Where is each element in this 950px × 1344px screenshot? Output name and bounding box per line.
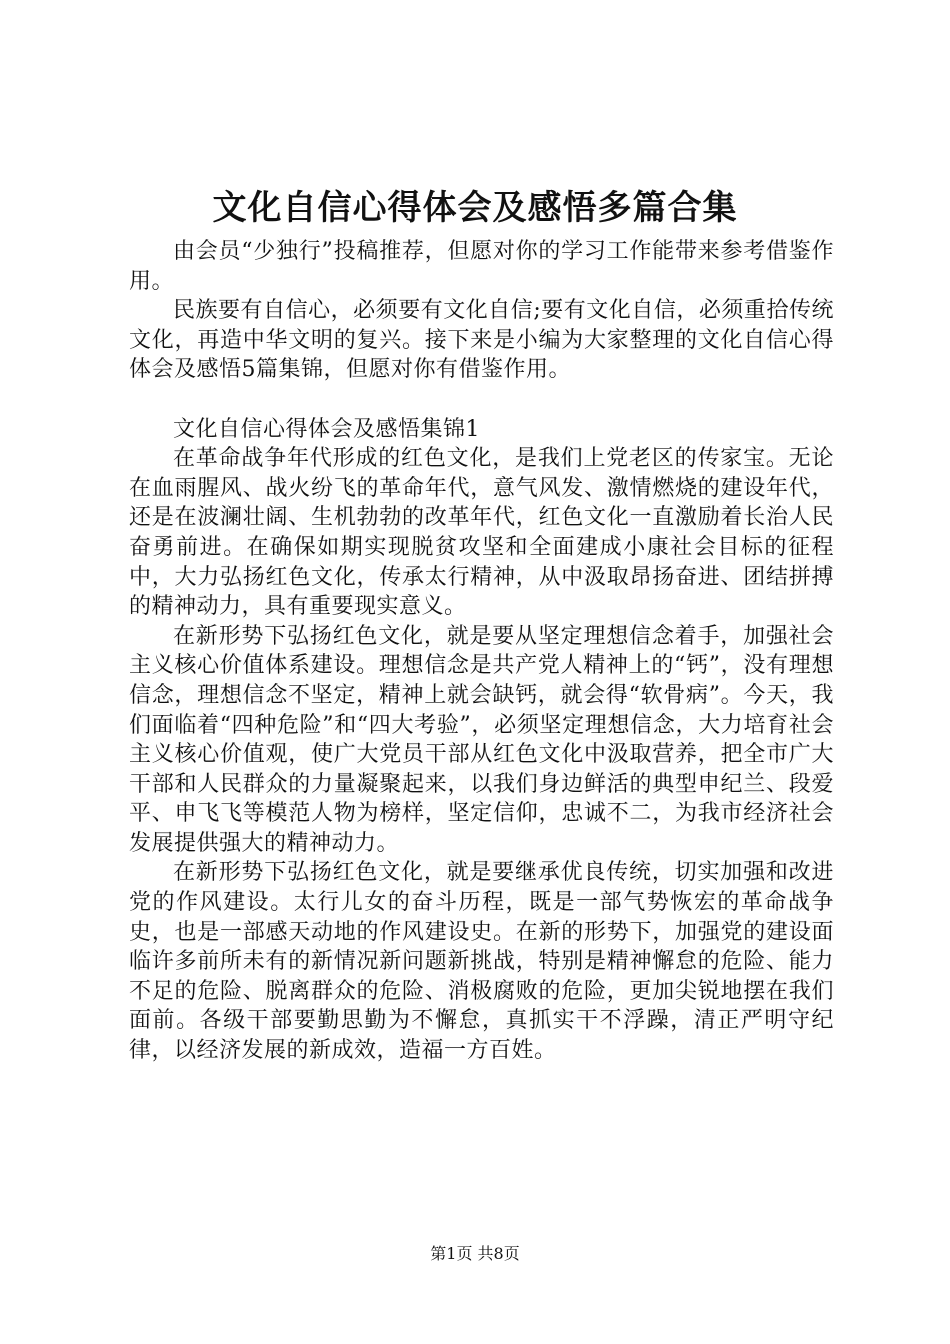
page-footer: 第1页 共8页 bbox=[430, 1244, 520, 1263]
section-paragraph: 在新形势下弘扬红色文化，就是要继承优良传统，切实加强和改进党的作风建设。太行儿女的奋斗历程，既是一部气势恢宏的革命战争史，也是一部感天动地的作风建设史。在新的形势下，加强党的建设面临许多前所未有的新情况新问题新挑战，特别是精神懈怠的危险、能力不足的危险、脱离群众的危险、消极腐败的危险，更加尖锐地摆在我们面前。各级干部要勤思勤为不懈怠，真抓实干不浮躁，清正严明守纪律，以经济发展的新成效，造福一方百姓。 bbox=[129, 860, 834, 1064]
intro-paragraph: 由会员“少独行”投稿推荐，但愿对你的学习工作能带来参考借鉴作用。 bbox=[129, 239, 834, 294]
paragraph-spacer bbox=[129, 385, 834, 415]
document-title: 文化自信心得体会及感悟多篇合集 bbox=[212, 188, 738, 228]
document-body bbox=[129, 237, 834, 1066]
section-paragraph: 在新形势下弘扬红色文化，就是要从坚定理想信念着手，加强社会主义核心价值体系建设。理想信念是共产党人精神上的“钙”，没有理想信念，理想信念不坚定，精神上就会缺钙，就会得“软骨病”。今天，我们面临着“四种危险”和“四大考验”，必须坚定理想信念，大力培育社会主义核心价值观，使广大党员干部从红色文化中汲取营养，把全市广大干部和人民群众的力量凝聚起来，以我们身边鲜活的典型申纪兰、段爱平、申飞飞等模范人物为榜样，坚定信仰，忠诚不二，为我市经济社会发展提供强大的精神动力。 bbox=[129, 623, 834, 856]
intro-paragraph: 民族要有自信心，必须要有文化自信;要有文化自信，必须重拾传统文化，再造中华文明的复兴。接下来是小编为大家整理的文化自信心得体会及感悟5篇集锦，但愿对你有借鉴作用。 bbox=[129, 298, 834, 383]
section-paragraph: 在革命战争年代形成的红色文化，是我们上党老区的传家宝。无论在血雨腥风、战火纷飞的革命年代，意气风发、激情燃烧的建设年代，还是在波澜壮阔、生机勃勃的改革年代，红色文化一直激励着长治人民奋勇前进。在确保如期实现脱贫攻坚和全面建成小康社会目标的征程中，大力弘扬红色文化，传承太行精神，从中汲取昂扬奋进、团结拼搏的精神动力，具有重要现实意义。 bbox=[129, 446, 834, 620]
section-heading: 文化自信心得体会及感悟集锦1 bbox=[173, 416, 480, 442]
